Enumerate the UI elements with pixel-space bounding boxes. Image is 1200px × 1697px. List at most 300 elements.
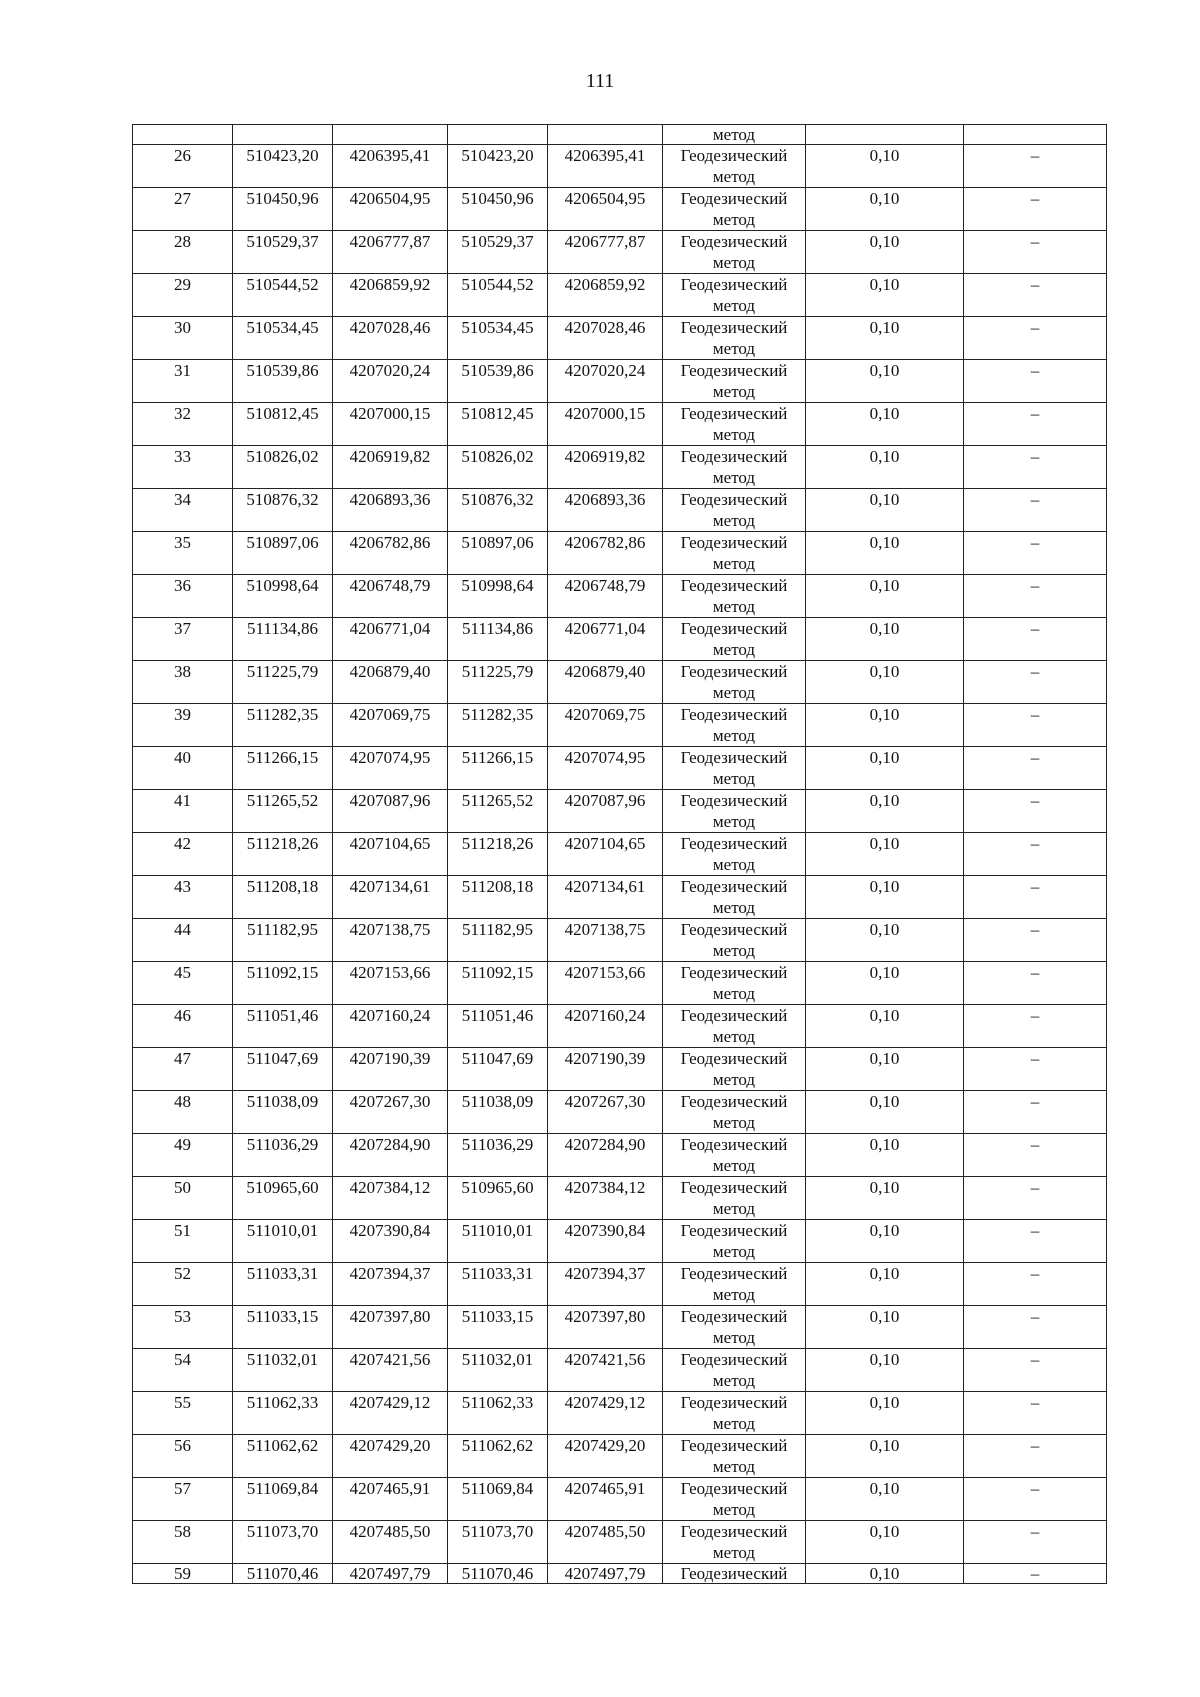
table-row bbox=[133, 145, 1107, 188]
method-cell bbox=[663, 188, 806, 231]
method-line-1: Геодезический bbox=[680, 447, 788, 466]
method-cell bbox=[663, 1392, 806, 1435]
table-row bbox=[133, 446, 1107, 489]
y-coordinate: 4207160,24 bbox=[333, 1005, 448, 1048]
y-coordinate-alt: 4206777,87 bbox=[548, 231, 663, 274]
method-line-2: метод bbox=[712, 1414, 756, 1433]
point-number: 45 bbox=[133, 962, 233, 1005]
note-cell: – bbox=[964, 661, 1107, 704]
x-coordinate-alt: 511134,86 bbox=[448, 618, 548, 661]
method-line-2: метод bbox=[712, 1113, 756, 1132]
y-coordinate: 4207020,24 bbox=[333, 360, 448, 403]
method-line-2: метод bbox=[712, 1027, 756, 1046]
method-line-1: Геодезический bbox=[680, 490, 788, 509]
method-cell bbox=[663, 919, 806, 962]
point-number: 42 bbox=[133, 833, 233, 876]
method-line-2: метод bbox=[712, 597, 756, 616]
method-line-1: Геодезический bbox=[680, 1564, 788, 1583]
accuracy-value: 0,10 bbox=[806, 1521, 964, 1564]
point-number: 44 bbox=[133, 919, 233, 962]
method-cell bbox=[663, 704, 806, 747]
note-cell: – bbox=[964, 1048, 1107, 1091]
y-coordinate: 4207134,61 bbox=[333, 876, 448, 919]
x-coordinate: 511092,15 bbox=[233, 962, 333, 1005]
method-cell bbox=[663, 747, 806, 790]
point-number: 50 bbox=[133, 1177, 233, 1220]
y-coordinate: 4207087,96 bbox=[333, 790, 448, 833]
accuracy-value: 0,10 bbox=[806, 274, 964, 317]
method-line-2: метод bbox=[712, 1328, 756, 1347]
x-coordinate: 511182,95 bbox=[233, 919, 333, 962]
x-coordinate-alt: 511032,01 bbox=[448, 1349, 548, 1392]
x-coordinate: 510826,02 bbox=[233, 446, 333, 489]
x-coordinate-alt: 511010,01 bbox=[448, 1220, 548, 1263]
y-coordinate-alt: 4206879,40 bbox=[548, 661, 663, 704]
accuracy-value: 0,10 bbox=[806, 489, 964, 532]
point-number: 28 bbox=[133, 231, 233, 274]
y-coordinate-alt: 4207485,50 bbox=[548, 1521, 663, 1564]
point-number: 51 bbox=[133, 1220, 233, 1263]
x-coordinate: 511033,31 bbox=[233, 1263, 333, 1306]
y-coordinate-alt: 4207284,90 bbox=[548, 1134, 663, 1177]
table-row bbox=[133, 1349, 1107, 1392]
y-coordinate: 4207028,46 bbox=[333, 317, 448, 360]
y-coordinate: 4206504,95 bbox=[333, 188, 448, 231]
method-cell bbox=[663, 145, 806, 188]
accuracy-value: 0,10 bbox=[806, 188, 964, 231]
method-line-1: Геодезический bbox=[680, 275, 788, 294]
x-coordinate-alt: 511036,29 bbox=[448, 1134, 548, 1177]
point-number: 43 bbox=[133, 876, 233, 919]
point-number: 46 bbox=[133, 1005, 233, 1048]
table-row bbox=[133, 274, 1107, 317]
table-row bbox=[133, 1564, 1107, 1584]
method-cell bbox=[663, 403, 806, 446]
note-cell: – bbox=[964, 274, 1107, 317]
note-cell: – bbox=[964, 145, 1107, 188]
method-line-1: Геодезический bbox=[680, 662, 788, 681]
method-line-2: метод bbox=[712, 511, 756, 530]
point-number: 37 bbox=[133, 618, 233, 661]
note-cell: – bbox=[964, 489, 1107, 532]
x-coordinate-alt: 510450,96 bbox=[448, 188, 548, 231]
method-cell bbox=[663, 833, 806, 876]
point-number: 48 bbox=[133, 1091, 233, 1134]
note-cell: – bbox=[964, 575, 1107, 618]
method-line-2: метод bbox=[712, 898, 756, 917]
note-cell: – bbox=[964, 747, 1107, 790]
point-number: 35 bbox=[133, 532, 233, 575]
method-line-2: метод bbox=[712, 1199, 756, 1218]
y-coordinate-alt: 4206859,92 bbox=[548, 274, 663, 317]
y-coordinate-alt: 4207020,24 bbox=[548, 360, 663, 403]
method-line-2: метод bbox=[712, 296, 756, 315]
x-coordinate: 511036,29 bbox=[233, 1134, 333, 1177]
accuracy-value: 0,10 bbox=[806, 790, 964, 833]
y-coordinate: 4207284,90 bbox=[333, 1134, 448, 1177]
table-row bbox=[133, 1263, 1107, 1306]
table-body bbox=[133, 125, 1107, 1584]
method-line-1: Геодезический bbox=[680, 1436, 788, 1455]
method-line-1: Геодезический bbox=[680, 920, 788, 939]
x-coordinate-alt: 510998,64 bbox=[448, 575, 548, 618]
method-line-2: метод bbox=[712, 855, 756, 874]
y-coordinate-alt: 4207138,75 bbox=[548, 919, 663, 962]
method-line-1: Геодезический bbox=[680, 146, 788, 165]
x-coordinate: 511265,52 bbox=[233, 790, 333, 833]
y-coordinate: 4207429,12 bbox=[333, 1392, 448, 1435]
y-coordinate-alt: 4207465,91 bbox=[548, 1478, 663, 1521]
note-cell: – bbox=[964, 919, 1107, 962]
note-cell: – bbox=[964, 231, 1107, 274]
x-coordinate-alt: 510897,06 bbox=[448, 532, 548, 575]
method-line-1: Геодезический bbox=[680, 189, 788, 208]
method-cell bbox=[663, 790, 806, 833]
method-line-1: Геодезический bbox=[680, 1178, 788, 1197]
point-number: 54 bbox=[133, 1349, 233, 1392]
method-line-2: метод bbox=[712, 812, 756, 831]
table-row bbox=[133, 833, 1107, 876]
y-coordinate: 4206777,87 bbox=[333, 231, 448, 274]
table-row bbox=[133, 575, 1107, 618]
y-coordinate-alt: 4207087,96 bbox=[548, 790, 663, 833]
x-coordinate-alt: 510965,60 bbox=[448, 1177, 548, 1220]
point-number: 57 bbox=[133, 1478, 233, 1521]
x-coordinate: 511033,15 bbox=[233, 1306, 333, 1349]
y-coordinate-alt: 4206395,41 bbox=[548, 145, 663, 188]
method-cell bbox=[663, 1005, 806, 1048]
x-coordinate-alt: 510423,20 bbox=[448, 145, 548, 188]
point-number: 56 bbox=[133, 1435, 233, 1478]
y-coordinate: 4206782,86 bbox=[333, 532, 448, 575]
table-row bbox=[133, 403, 1107, 446]
y-coordinate-alt: 4206919,82 bbox=[548, 446, 663, 489]
y-coordinate-alt: 4206893,36 bbox=[548, 489, 663, 532]
note-cell: – bbox=[964, 446, 1107, 489]
method-line-1: Геодезический bbox=[680, 1264, 788, 1283]
x-coordinate: 511134,86 bbox=[233, 618, 333, 661]
accuracy-value: 0,10 bbox=[806, 1392, 964, 1435]
table-row bbox=[133, 1306, 1107, 1349]
note-cell: – bbox=[964, 704, 1107, 747]
accuracy-value: 0,10 bbox=[806, 231, 964, 274]
accuracy-value: 0,10 bbox=[806, 317, 964, 360]
y-coordinate: 4207190,39 bbox=[333, 1048, 448, 1091]
method-line-1: Геодезический bbox=[680, 748, 788, 767]
x-coordinate-alt: 511033,15 bbox=[448, 1306, 548, 1349]
accuracy-value: 0,10 bbox=[806, 747, 964, 790]
table-row bbox=[133, 876, 1107, 919]
y-coordinate: 4207485,50 bbox=[333, 1521, 448, 1564]
accuracy-value: 0,10 bbox=[806, 1435, 964, 1478]
y-coordinate: 4207138,75 bbox=[333, 919, 448, 962]
table-row bbox=[133, 704, 1107, 747]
y-coordinate: 4207074,95 bbox=[333, 747, 448, 790]
method-line-2: метод bbox=[712, 1457, 756, 1476]
x-coordinate: 510450,96 bbox=[233, 188, 333, 231]
note-cell: – bbox=[964, 1306, 1107, 1349]
table-row bbox=[133, 1177, 1107, 1220]
method-line-2: метод bbox=[712, 468, 756, 487]
table-row bbox=[133, 747, 1107, 790]
method-cell bbox=[663, 446, 806, 489]
y-coordinate-alt: 4207104,65 bbox=[548, 833, 663, 876]
y-coordinate-alt: 4207429,20 bbox=[548, 1435, 663, 1478]
method-line-1: Геодезический bbox=[680, 619, 788, 638]
accuracy-value: 0,10 bbox=[806, 704, 964, 747]
x-coordinate: 510965,60 bbox=[233, 1177, 333, 1220]
accuracy-value: 0,10 bbox=[806, 919, 964, 962]
x-coordinate: 511032,01 bbox=[233, 1349, 333, 1392]
y-coordinate: 4206859,92 bbox=[333, 274, 448, 317]
x-coordinate-alt: 511069,84 bbox=[448, 1478, 548, 1521]
method-cell bbox=[663, 661, 806, 704]
note-cell: – bbox=[964, 1478, 1107, 1521]
method-cell bbox=[663, 360, 806, 403]
x-coordinate-alt: 511073,70 bbox=[448, 1521, 548, 1564]
method-line-1: Геодезический bbox=[680, 791, 788, 810]
y-coordinate-alt: 4207421,56 bbox=[548, 1349, 663, 1392]
accuracy-value: 0,10 bbox=[806, 661, 964, 704]
table-row bbox=[133, 188, 1107, 231]
x-coordinate: 511218,26 bbox=[233, 833, 333, 876]
x-coordinate: 510897,06 bbox=[233, 532, 333, 575]
method-cell bbox=[663, 962, 806, 1005]
method-line-2: метод bbox=[712, 339, 756, 358]
point-number: 39 bbox=[133, 704, 233, 747]
method-line-2: метод bbox=[712, 769, 756, 788]
y-coordinate: 4207267,30 bbox=[333, 1091, 448, 1134]
method-line-2: метод bbox=[712, 1285, 756, 1304]
y-coordinate-alt: 4206771,04 bbox=[548, 618, 663, 661]
point-number: 31 bbox=[133, 360, 233, 403]
accuracy-value: 0,10 bbox=[806, 403, 964, 446]
x-coordinate: 511208,18 bbox=[233, 876, 333, 919]
x-coordinate-alt: 511092,15 bbox=[448, 962, 548, 1005]
method-cell bbox=[663, 1091, 806, 1134]
y-coordinate: 4207390,84 bbox=[333, 1220, 448, 1263]
y-coordinate: 4207000,15 bbox=[333, 403, 448, 446]
y-coordinate-alt: 4207267,30 bbox=[548, 1091, 663, 1134]
accuracy-value: 0,10 bbox=[806, 1220, 964, 1263]
method-line-2: метод bbox=[712, 1543, 756, 1562]
table-row bbox=[133, 1220, 1107, 1263]
y-coordinate: 4207497,79 bbox=[333, 1564, 448, 1584]
method-line-2: метод bbox=[712, 210, 756, 229]
method-cell bbox=[663, 317, 806, 360]
table-row bbox=[133, 1478, 1107, 1521]
table-row bbox=[133, 1134, 1107, 1177]
accuracy-value: 0,10 bbox=[806, 962, 964, 1005]
table-row bbox=[133, 532, 1107, 575]
x-coordinate-alt: 510826,02 bbox=[448, 446, 548, 489]
x-coordinate: 511010,01 bbox=[233, 1220, 333, 1263]
method-line-1: Геодезический bbox=[680, 1350, 788, 1369]
table-row bbox=[133, 1005, 1107, 1048]
method-line-1: Геодезический bbox=[680, 1135, 788, 1154]
y-coordinate: 4207394,37 bbox=[333, 1263, 448, 1306]
point-number: 49 bbox=[133, 1134, 233, 1177]
x-coordinate: 511062,62 bbox=[233, 1435, 333, 1478]
table-row bbox=[133, 1435, 1107, 1478]
point-number: 27 bbox=[133, 188, 233, 231]
y-coordinate: 4207069,75 bbox=[333, 704, 448, 747]
y-coordinate: 4207104,65 bbox=[333, 833, 448, 876]
method-line-1: Геодезический bbox=[680, 232, 788, 251]
method-line-1: Геодезический bbox=[680, 834, 788, 853]
note-cell: – bbox=[964, 1134, 1107, 1177]
table-row bbox=[133, 962, 1107, 1005]
y-coordinate: 4207465,91 bbox=[333, 1478, 448, 1521]
note-cell: – bbox=[964, 532, 1107, 575]
method-line-1: Геодезический bbox=[680, 318, 788, 337]
y-coordinate-alt: 4207429,12 bbox=[548, 1392, 663, 1435]
method-line-1: Геодезический bbox=[680, 1522, 788, 1541]
method-cell bbox=[663, 532, 806, 575]
y-coordinate: 4207153,66 bbox=[333, 962, 448, 1005]
y-coordinate-alt: 4207000,15 bbox=[548, 403, 663, 446]
note-cell: – bbox=[964, 1091, 1107, 1134]
accuracy-value: 0,10 bbox=[806, 1263, 964, 1306]
method-line-2: метод bbox=[712, 382, 756, 401]
table-row bbox=[133, 618, 1107, 661]
note-cell: – bbox=[964, 403, 1107, 446]
x-coordinate: 511070,46 bbox=[233, 1564, 333, 1584]
y-coordinate: 4206893,36 bbox=[333, 489, 448, 532]
table-row bbox=[133, 360, 1107, 403]
x-coordinate-alt: 511062,33 bbox=[448, 1392, 548, 1435]
y-coordinate-alt: 4207153,66 bbox=[548, 962, 663, 1005]
accuracy-value: 0,10 bbox=[806, 833, 964, 876]
y-coordinate: 4206879,40 bbox=[333, 661, 448, 704]
x-coordinate: 511062,33 bbox=[233, 1392, 333, 1435]
point-number: 34 bbox=[133, 489, 233, 532]
x-coordinate: 510812,45 bbox=[233, 403, 333, 446]
point-number: 32 bbox=[133, 403, 233, 446]
accuracy-value: 0,10 bbox=[806, 145, 964, 188]
table-row bbox=[133, 489, 1107, 532]
method-cell bbox=[663, 231, 806, 274]
method-line-2: метод bbox=[712, 253, 756, 272]
method-cell bbox=[663, 1478, 806, 1521]
method-cell bbox=[663, 1177, 806, 1220]
y-coordinate-alt: 4207160,24 bbox=[548, 1005, 663, 1048]
x-coordinate: 510876,32 bbox=[233, 489, 333, 532]
method-line-1: Геодезический bbox=[680, 963, 788, 982]
method-line-2: метод bbox=[712, 1242, 756, 1261]
x-coordinate: 511266,15 bbox=[233, 747, 333, 790]
accuracy-value: 0,10 bbox=[806, 1005, 964, 1048]
note-cell: – bbox=[964, 1521, 1107, 1564]
method-cell bbox=[663, 489, 806, 532]
x-coordinate: 510539,86 bbox=[233, 360, 333, 403]
y-coordinate-alt: 4207497,79 bbox=[548, 1564, 663, 1584]
note-cell: – bbox=[964, 1220, 1107, 1263]
page-number: 111 bbox=[585, 70, 615, 92]
method-line-2: метод bbox=[712, 1156, 756, 1175]
point-number: 55 bbox=[133, 1392, 233, 1435]
x-coordinate-alt: 510876,32 bbox=[448, 489, 548, 532]
y-coordinate: 4207384,12 bbox=[333, 1177, 448, 1220]
x-coordinate-alt: 510544,52 bbox=[448, 274, 548, 317]
x-coordinate-alt: 510812,45 bbox=[448, 403, 548, 446]
x-coordinate: 510544,52 bbox=[233, 274, 333, 317]
y-coordinate: 4207397,80 bbox=[333, 1306, 448, 1349]
y-coordinate-alt: 4206504,95 bbox=[548, 188, 663, 231]
method-line-1: Геодезический bbox=[680, 877, 788, 896]
accuracy-value: 0,10 bbox=[806, 1048, 964, 1091]
accuracy-value: 0,10 bbox=[806, 1134, 964, 1177]
x-coordinate: 511038,09 bbox=[233, 1091, 333, 1134]
method-line-1: Геодезический bbox=[680, 1479, 788, 1498]
accuracy-value: 0,10 bbox=[806, 446, 964, 489]
x-coordinate-alt: 511051,46 bbox=[448, 1005, 548, 1048]
y-coordinate: 4206771,04 bbox=[333, 618, 448, 661]
method-line-1: Геодезический bbox=[680, 1092, 788, 1111]
note-cell: – bbox=[964, 1349, 1107, 1392]
x-coordinate-alt: 511182,95 bbox=[448, 919, 548, 962]
x-coordinate: 511069,84 bbox=[233, 1478, 333, 1521]
note-cell: – bbox=[964, 1564, 1107, 1584]
y-coordinate: 4206748,79 bbox=[333, 575, 448, 618]
note-cell: – bbox=[964, 833, 1107, 876]
note-cell: – bbox=[964, 360, 1107, 403]
method-line-2: метод bbox=[712, 1500, 756, 1519]
point-number: 26 bbox=[133, 145, 233, 188]
note-cell: – bbox=[964, 1435, 1107, 1478]
y-coordinate: 4207421,56 bbox=[333, 1349, 448, 1392]
note-cell: – bbox=[964, 1263, 1107, 1306]
method-cell bbox=[663, 1521, 806, 1564]
accuracy-value: 0,10 bbox=[806, 1478, 964, 1521]
x-coordinate: 511282,35 bbox=[233, 704, 333, 747]
note-cell: – bbox=[964, 317, 1107, 360]
accuracy-value: 0,10 bbox=[806, 532, 964, 575]
point-number: 41 bbox=[133, 790, 233, 833]
x-coordinate-alt: 510539,86 bbox=[448, 360, 548, 403]
accuracy-value: 0,10 bbox=[806, 1091, 964, 1134]
point-number: 40 bbox=[133, 747, 233, 790]
point-number: 33 bbox=[133, 446, 233, 489]
point-number: 59 bbox=[133, 1564, 233, 1584]
y-coordinate: 4206919,82 bbox=[333, 446, 448, 489]
table-row bbox=[133, 1091, 1107, 1134]
x-coordinate: 511073,70 bbox=[233, 1521, 333, 1564]
method-line-1: Геодезический bbox=[680, 404, 788, 423]
method-cell bbox=[663, 1349, 806, 1392]
x-coordinate-alt: 511265,52 bbox=[448, 790, 548, 833]
x-coordinate-alt: 510534,45 bbox=[448, 317, 548, 360]
x-coordinate-alt: 511282,35 bbox=[448, 704, 548, 747]
note-cell: – bbox=[964, 790, 1107, 833]
method-cell bbox=[663, 575, 806, 618]
note-cell: – bbox=[964, 1392, 1107, 1435]
method-line-2: метод bbox=[712, 167, 756, 186]
y-coordinate-alt: 4206782,86 bbox=[548, 532, 663, 575]
note-cell: – bbox=[964, 876, 1107, 919]
coordinates-table bbox=[132, 124, 1107, 1584]
note-cell: – bbox=[964, 962, 1107, 1005]
y-coordinate-alt: 4207074,95 bbox=[548, 747, 663, 790]
table-row bbox=[133, 790, 1107, 833]
y-coordinate: 4207429,20 bbox=[333, 1435, 448, 1478]
y-coordinate-alt: 4207190,39 bbox=[548, 1048, 663, 1091]
point-number: 29 bbox=[133, 274, 233, 317]
method-line-2: метод bbox=[712, 984, 756, 1003]
point-number: 53 bbox=[133, 1306, 233, 1349]
method-line-2: метод bbox=[712, 1070, 756, 1089]
point-number: 47 bbox=[133, 1048, 233, 1091]
